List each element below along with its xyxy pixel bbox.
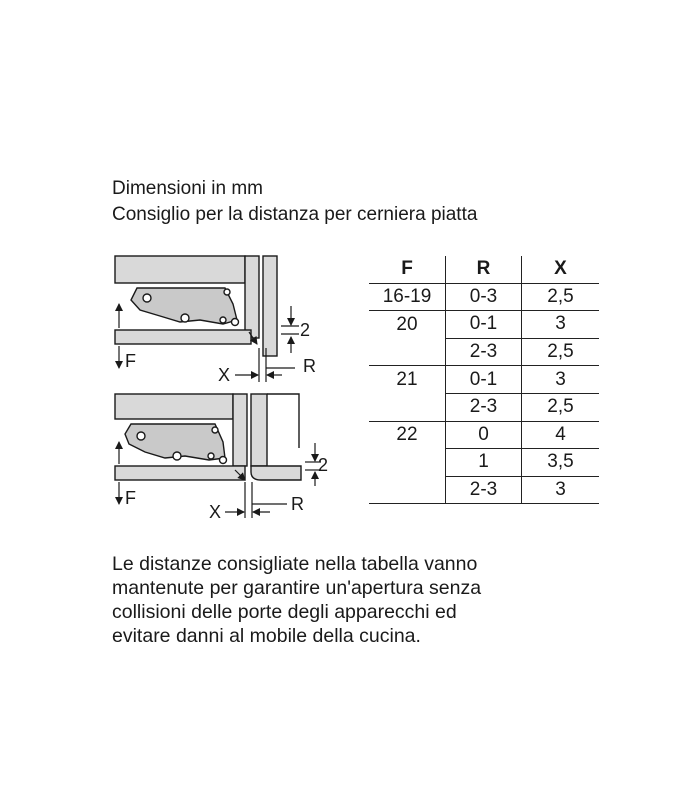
cell-r: 1 (446, 449, 522, 477)
cell-r: 2-3 (446, 476, 522, 504)
cell-x: 3 (522, 311, 600, 339)
cell-f: 16-19 (369, 283, 446, 311)
bottom-label-f: F (125, 488, 136, 508)
cell-r: 2-3 (446, 393, 522, 421)
table-row (369, 449, 599, 477)
bottom-label-2: 2 (318, 455, 329, 475)
header (112, 176, 477, 228)
top-side-wall (245, 256, 259, 338)
bottom-side-wall (233, 394, 247, 466)
bottom-label-r: R (291, 494, 304, 514)
top-label-f: F (125, 351, 136, 371)
cell-r: 0-1 (446, 366, 522, 394)
cell-x: 2,5 (547, 285, 574, 307)
cell-x: 2,5 (522, 393, 600, 421)
bottom-door-panel (251, 394, 267, 466)
bottom-label-x: X (209, 502, 222, 522)
table-row (369, 393, 599, 421)
note-line: Le distanze consigliate nella tabella vanno (112, 553, 478, 575)
cell-f (369, 476, 446, 504)
column-header-f: F (369, 256, 446, 283)
cell-r: 2-3 (446, 338, 522, 366)
table-row (369, 366, 599, 394)
cell-x: 3 (522, 366, 600, 394)
header-subtitle: Consiglio per la distanza per cerniera piatta (112, 204, 478, 225)
table-row (369, 338, 599, 366)
table-header-row (369, 256, 599, 283)
bottom-cabinet-panel (115, 394, 233, 419)
cell-x: 2,5 (522, 338, 600, 366)
table-row (369, 476, 599, 504)
column-header-x: X (522, 256, 600, 283)
cell-x: 3,5 (522, 449, 600, 477)
distance-table (369, 256, 599, 504)
cell-f (369, 449, 446, 477)
note-paragraph (112, 552, 481, 648)
note-line: collisioni delle porte degli apparecchi ed (112, 601, 457, 623)
hinge-diagram-bottom (115, 394, 301, 480)
cell-r: 0-1 (446, 311, 522, 339)
cell-x: 3 (522, 476, 600, 504)
cell-x: 4 (522, 421, 600, 449)
cell-f (369, 393, 446, 421)
cell-r: 0 (446, 421, 522, 449)
top-cabinet-panel (115, 256, 245, 283)
hinge-diagram (105, 248, 335, 523)
bottom-shelf (115, 466, 245, 480)
top-shelf (115, 330, 251, 344)
top-door-panel (263, 256, 277, 356)
top-label-r: R (303, 356, 316, 376)
note-line: mantenute per garantire un'apertura senza (112, 577, 482, 599)
table-row (369, 283, 599, 311)
header-title: Dimensioni in mm (112, 178, 263, 199)
cell-r: 0-3 (446, 283, 522, 311)
cell-f: 21 (369, 366, 446, 394)
cell-f (369, 338, 446, 366)
note-line: evitare danni al mobile della cucina. (112, 625, 421, 647)
hinge-diagram-top (115, 256, 277, 356)
cell-f: 20 (369, 311, 446, 339)
bottom-door-lower (251, 466, 301, 480)
table-row (369, 421, 599, 449)
top-label-x: X (218, 365, 231, 385)
bottom-door-edge (267, 394, 299, 448)
cell-f: 22 (369, 421, 446, 449)
top-label-2: 2 (300, 320, 311, 340)
table-row (369, 311, 599, 339)
column-header-r: R (446, 256, 522, 283)
